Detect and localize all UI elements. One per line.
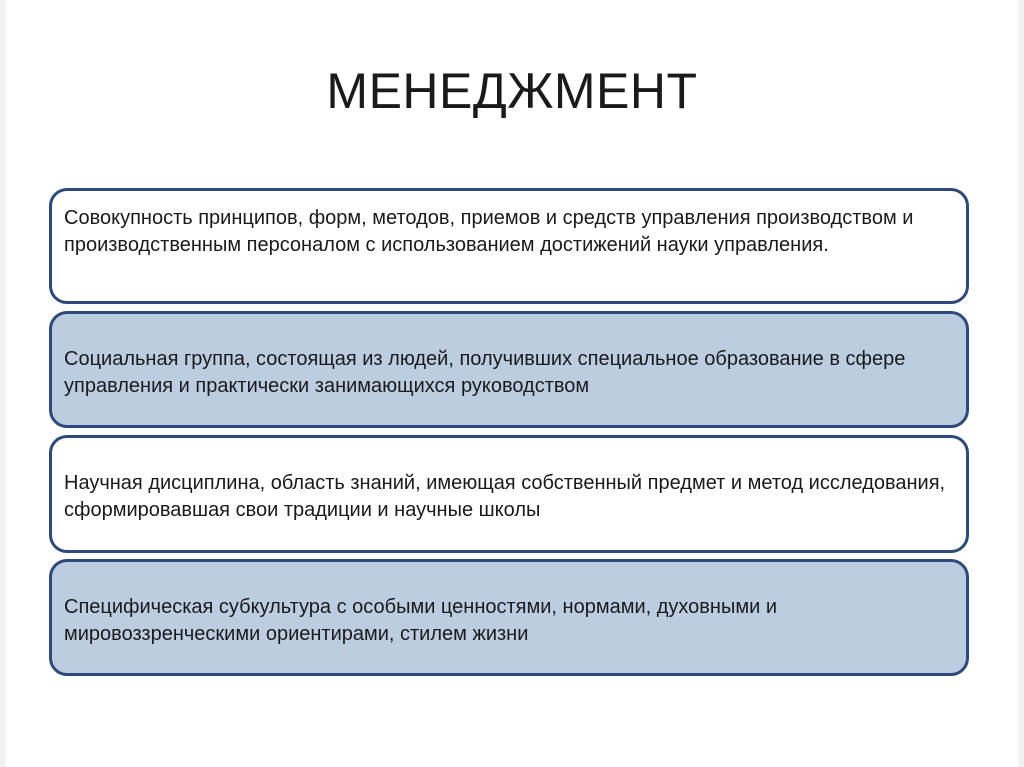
definition-box-1 [49, 188, 969, 304]
definition-box-2 [49, 311, 969, 428]
definition-text-3: Научная дисциплина, область знаний, имеющая собственный предмет и метод исследования, сформировавшая свои традиции и научные школы [64, 472, 946, 521]
slide-title: МЕНЕДЖМЕНТ [326, 63, 698, 119]
slide [6, 0, 1018, 767]
definition-text-2: Социальная группа, состоящая из людей, получивших специальное образование в сфере управления и практически занимающихся руководством [64, 348, 906, 397]
definition-text-4: Специфическая субкультура с особыми ценностями, нормами, духовными и мировоззренческими ориентирами, стилем жизни [64, 596, 777, 645]
definition-text-1: Совокупность принципов, форм, методов, приемов и средств управления производством и производственным персоналом с использованием достижений науки управления. [64, 207, 914, 256]
definition-box-4 [49, 559, 969, 676]
definition-box-3 [49, 435, 969, 553]
